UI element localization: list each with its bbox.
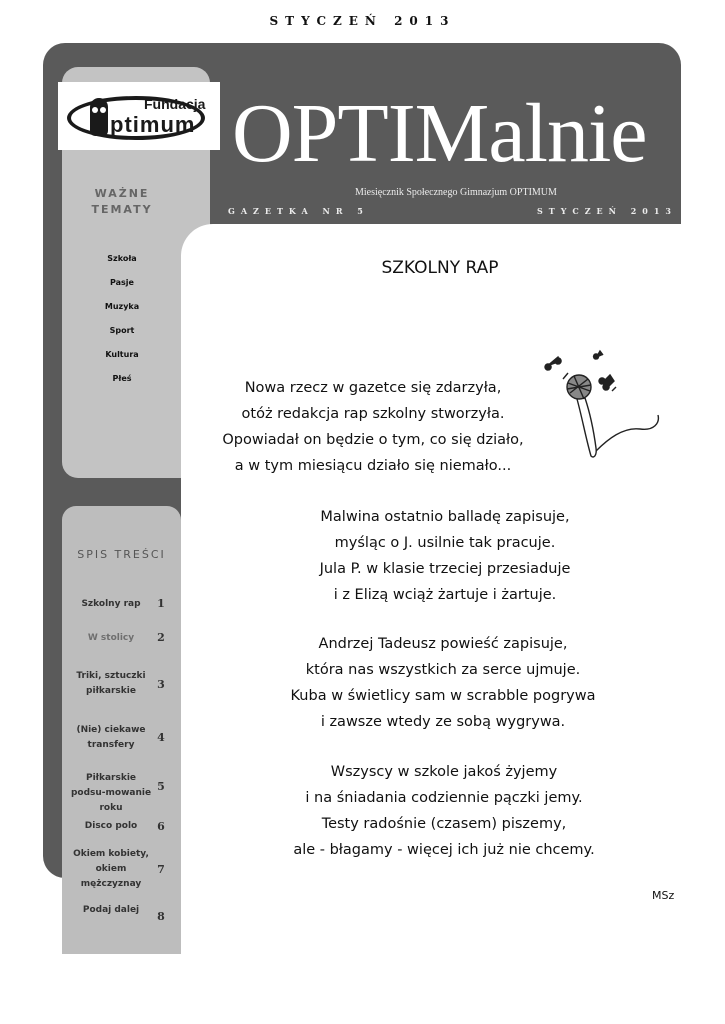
verse-line: Kuba w świetlicy sam w scrabble pogrywa xyxy=(290,688,596,704)
verse-line: otóż redakcja rap szkolny stworzyła. xyxy=(241,406,505,422)
toc-heading: SPIS TREŚCI xyxy=(77,548,166,561)
toc-item-title[interactable]: Piłkarskie podsu-mowanie roku xyxy=(70,773,152,813)
masthead-subtitle: Miesięcznik Społecznego Gimnazjum OPTIMUM xyxy=(355,187,557,198)
verse-line: Nowa rzecz w gazetce się zdarzyła, xyxy=(244,380,502,396)
article-headline: SZKOLNY RAP xyxy=(381,258,499,278)
toc-item-page: 8 xyxy=(157,910,165,923)
toc-item-page: 4 xyxy=(157,731,165,744)
topic-item[interactable]: Kultura xyxy=(105,350,139,359)
owl-icon xyxy=(90,98,108,136)
toc-item-title[interactable]: Szkolny rap xyxy=(81,599,141,609)
toc-item-title[interactable]: Triki, sztuczki piłkarskie xyxy=(76,671,146,696)
verse-line: myśląc o J. usilnie tak pracuje. xyxy=(334,535,556,551)
stanza-1 xyxy=(183,375,563,479)
verse-line: Jula P. w klasie trzeciej przesiaduje xyxy=(319,561,571,577)
topic-item[interactable]: Pasje xyxy=(110,278,134,287)
topic-item[interactable]: Sport xyxy=(109,326,135,335)
verse-line: Opowiadał on będzie o tym, co się działo, xyxy=(222,432,524,448)
toc-item-page: 2 xyxy=(157,631,165,644)
verse-line: ale - błagamy - więcej ich już nie chcemy. xyxy=(293,842,595,858)
toc-item-title[interactable]: Disco polo xyxy=(84,821,138,831)
toc-item-title[interactable]: Podaj dalej xyxy=(82,905,140,915)
verse-line: Andrzej Tadeusz powieść zapisuje, xyxy=(318,636,568,652)
verse-line: Malwina ostatnio balladę zapisuje, xyxy=(320,509,570,525)
topics-heading xyxy=(62,186,182,218)
toc-item-page: 5 xyxy=(157,780,165,793)
verse-line: i z Elizą wciąż żartuje i żartuje. xyxy=(333,587,557,603)
topic-item[interactable]: Płeś xyxy=(112,374,132,383)
toc-item-page: 7 xyxy=(157,863,165,876)
issue-date: STYCZEŃ 2013 xyxy=(537,206,677,216)
stanza-2 xyxy=(255,504,635,608)
stanza-3 xyxy=(253,631,633,735)
issue-label: GAZETKA NR 5 xyxy=(228,206,369,216)
logo-line2: ptimum xyxy=(110,112,196,137)
verse-line: i zawsze wtedy ze sobą wygrywa. xyxy=(320,714,566,730)
verse-line: Wszyscy w szkole jakoś żyjemy xyxy=(330,764,558,780)
logo-line1: Fundacja xyxy=(144,96,206,112)
foundation-logo xyxy=(58,82,220,150)
verse-line: Testy radośnie (czasem) piszemy, xyxy=(321,816,567,832)
verse-line: a w tym miesiącu działo się niemało... xyxy=(234,458,512,474)
toc-item-title[interactable]: Okiem kobiety, okiem mężczyznay xyxy=(73,849,149,889)
topics-heading-line1: WAŻNE xyxy=(94,187,150,200)
topic-item[interactable]: Muzyka xyxy=(104,302,140,311)
article-author: MSz xyxy=(652,889,675,902)
masthead-title: OPTIMalnie xyxy=(232,87,647,180)
stanza-4 xyxy=(254,759,634,863)
toc-item-page: 6 xyxy=(157,820,165,833)
topics-list xyxy=(62,253,182,397)
toc-item-page: 3 xyxy=(157,678,165,691)
top-date: STYCZEŃ 2013 xyxy=(269,14,456,28)
topic-item[interactable]: Szkoła xyxy=(107,254,137,263)
toc-item-title[interactable]: W stolicy xyxy=(87,633,135,643)
toc-item-page: 1 xyxy=(157,597,165,610)
toc-item-title[interactable]: (Nie) ciekawe transfery xyxy=(76,725,146,750)
verse-line: która nas wszystkich za serce ujmuje. xyxy=(305,662,581,678)
topics-heading-line2: TEMATY xyxy=(91,202,153,216)
verse-line: i na śniadania codziennie pączki jemy. xyxy=(305,790,583,806)
